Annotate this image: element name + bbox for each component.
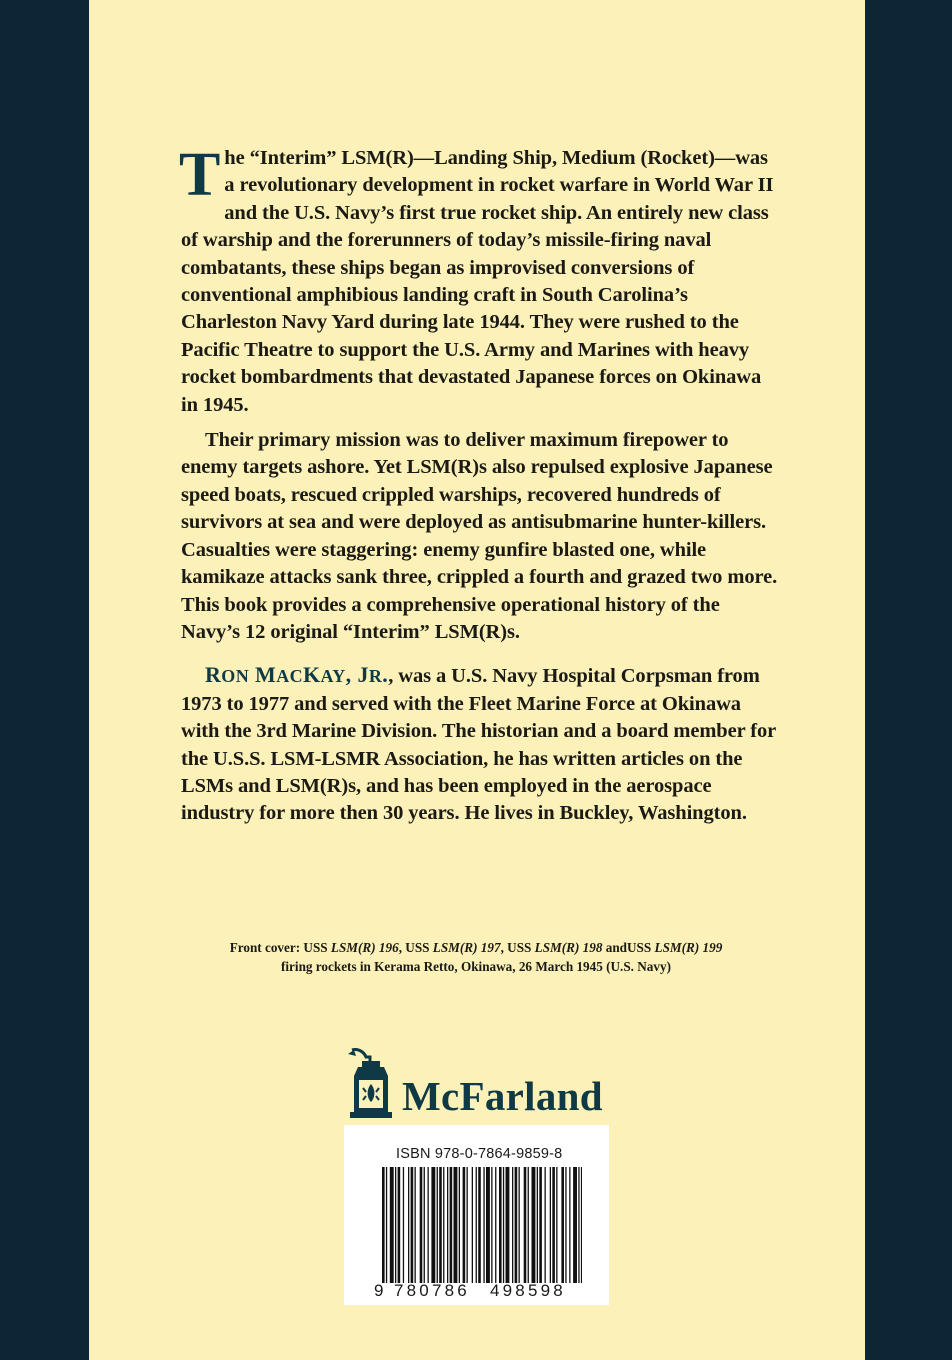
- barcode-bar: [499, 1167, 502, 1283]
- blurb-paragraph-2: Their primary mission was to deliver maximum firepower to enemy targets ashore. Yet LSM(R)s also repulsed explosive Japanese speed boats, rescued crippled warships, recovered hundreds of survivors at sea and were deployed as antisubmarine hunter-killers. Casualties were staggering: enemy gunfire blasted one, while kamikaze attacks sank three, crippled a fourth and grazed two more. This book provides a comprehensive operational history of the Navy’s 12 original “Interim” LSM(R)s.: [181, 429, 778, 643]
- author-name-text: RON MACKAY, JR.: [205, 662, 389, 688]
- barcode-bar: [439, 1167, 442, 1283]
- barcode-bar: [415, 1167, 416, 1283]
- caption-sep-2: , USS: [500, 940, 535, 955]
- barcode-bar: [483, 1167, 484, 1283]
- barcode-digit-first: 9: [374, 1281, 384, 1300]
- barcode-bar: [467, 1167, 468, 1283]
- barcode-bar: [395, 1167, 396, 1283]
- isbn-label: ISBN 978-0-7864-9859-8: [396, 1146, 563, 1162]
- barcode-bar: [561, 1167, 564, 1283]
- barcode-bar: [565, 1167, 566, 1283]
- cover-blurb: [179, 141, 781, 828]
- barcode-digits-right: 498598: [490, 1281, 566, 1300]
- barcode-bar: [403, 1167, 404, 1283]
- barcode-bar: [431, 1167, 435, 1283]
- barcode-bar: [524, 1167, 527, 1283]
- barcode-bar: [428, 1167, 429, 1283]
- author-bio-text: , was a U.S. Navy Hospital Corpsman from 1973 to 1977 and served with the Fleet Marine Force at Okinawa with the 3rd Marine Division. The historian and a board member for the U.S.S. LSM-LSMR Association, he has written articles on the LSMs and LSM(R)s, and has been employed in the aerospace industry for more then 30 years. He lives in Buckley, Washington.: [181, 665, 776, 825]
- barcode-bar: [532, 1167, 536, 1283]
- caption-line-2: firing rockets in Kerama Retto, Okinawa, 26 March 1945 (U.S. Navy): [281, 959, 671, 974]
- barcode-bar: [503, 1167, 504, 1283]
- barcode-bar: [486, 1167, 490, 1283]
- blurb-paragraph-1: [179, 141, 781, 419]
- barcode-bar: [420, 1167, 423, 1283]
- barcode-bar: [476, 1167, 477, 1283]
- barcode-bar: [550, 1167, 551, 1283]
- caption-sep-1: , USS: [398, 940, 433, 955]
- barcode-bar: [463, 1167, 466, 1283]
- barcode-bar: [569, 1167, 570, 1283]
- barcode-bar: [545, 1167, 546, 1283]
- barcode-bar: [472, 1167, 473, 1283]
- barcode-bar: [537, 1167, 538, 1283]
- caption-prefix: Front cover: USS: [229, 940, 331, 955]
- barcode: [382, 1167, 582, 1283]
- barcode-bar: [386, 1167, 387, 1283]
- barcode-bar: [506, 1167, 510, 1283]
- barcode-bar: [578, 1167, 579, 1283]
- barcode-bar: [519, 1167, 520, 1283]
- barcode-bar: [398, 1167, 401, 1283]
- barcode-bar: [424, 1167, 425, 1283]
- caption-ship-3: LSM(R) 198: [534, 940, 603, 955]
- publisher-logo: [344, 1048, 614, 1124]
- caption-ship-4: LSM(R) 199: [654, 940, 723, 955]
- barcode-bar: [528, 1167, 529, 1283]
- author-bio: [181, 661, 781, 827]
- lantern-logo-icon: [344, 1048, 398, 1120]
- caption-ship-1: LSM(R) 196: [330, 940, 399, 955]
- barcode-bar: [382, 1167, 385, 1283]
- drop-cap: T: [179, 141, 221, 209]
- barcode-bar: [515, 1167, 518, 1283]
- caption-ship-2: LSM(R) 197: [432, 940, 501, 955]
- barcode-bar: [556, 1167, 557, 1283]
- barcode-bar: [478, 1167, 481, 1283]
- author-name: [205, 662, 388, 687]
- blurb-paragraph-1-text: he “Interim” LSM(R)—Landing Ship, Medium (Rocket)—was a revolutionary development in rocket warfare in World War II and the U.S. Navy’s first true rocket ship. An entirely new class of warship and the forerunners of today’s missile-firing naval combatants, these ships began as improvised conversions of conventional amphibious landing craft in South Carolina’s Charleston Navy Yard during late 1944. They were rushed to the Pacific Theatre to support the U.S. Army and Marines with heavy rocket bombardments that devastated Japanese forces on Okinawa in 1945.: [181, 147, 774, 416]
- barcode-bar: [443, 1167, 444, 1283]
- barcode-bar: [491, 1167, 492, 1283]
- caption-sep-3: andUSS: [602, 940, 655, 955]
- barcode-digits-left: 780786: [394, 1281, 470, 1300]
- barcode-bar: [411, 1167, 414, 1283]
- barcode-bar: [437, 1167, 438, 1283]
- barcode-bar: [447, 1167, 448, 1283]
- barcode-bar: [450, 1167, 453, 1283]
- cover-caption: [180, 938, 772, 976]
- barcode-bar: [512, 1167, 513, 1283]
- barcode-bar: [390, 1167, 394, 1283]
- barcode-bar: [454, 1167, 458, 1283]
- barcode-bar: [539, 1167, 542, 1283]
- barcode-panel: [344, 1125, 609, 1305]
- barcode-bar: [495, 1167, 496, 1283]
- barcode-bar: [459, 1167, 460, 1283]
- publisher-name: McFarland: [402, 1073, 603, 1119]
- barcode-bar: [552, 1167, 555, 1283]
- barcode-bar: [573, 1167, 577, 1283]
- barcode-bar: [581, 1167, 582, 1283]
- barcode-bar: [408, 1167, 409, 1283]
- caption-line-1: [180, 938, 772, 957]
